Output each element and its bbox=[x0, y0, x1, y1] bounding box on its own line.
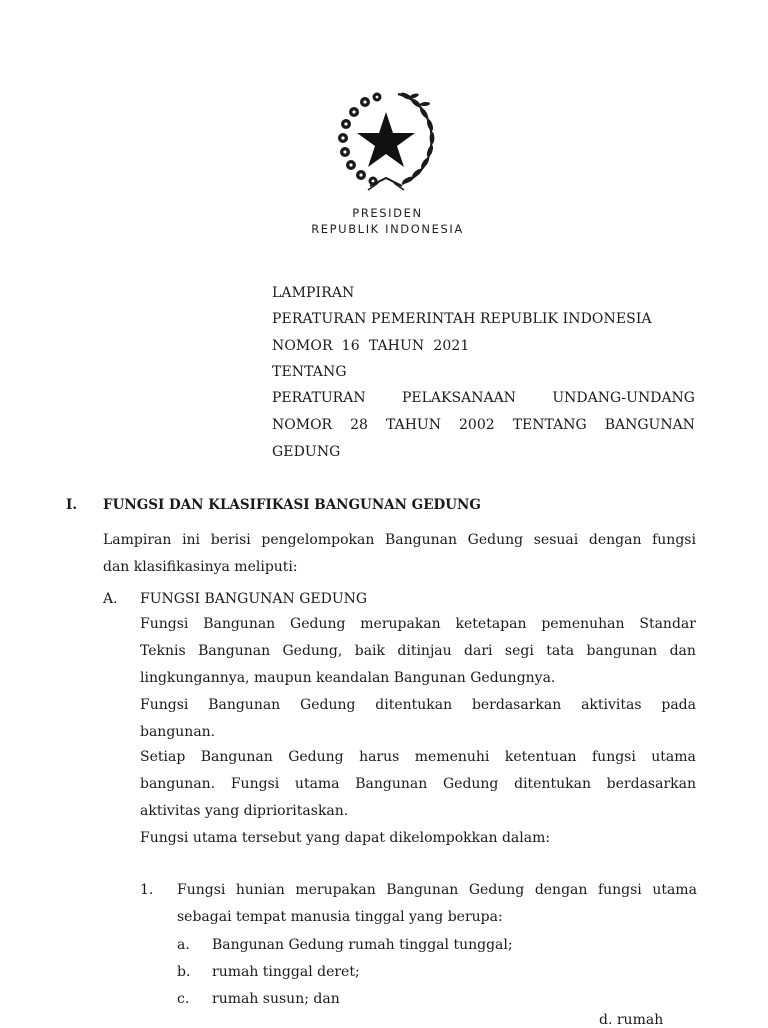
word: utama bbox=[294, 776, 340, 792]
word: fungsi bbox=[592, 749, 636, 765]
word: 28 bbox=[350, 417, 368, 433]
word: utama bbox=[652, 882, 697, 898]
sub-item-text: rumah susun; dan bbox=[212, 991, 340, 1007]
sub-item-text: rumah tinggal deret; bbox=[212, 964, 360, 980]
word: Gedung bbox=[467, 532, 524, 548]
intro-line-1 bbox=[103, 532, 696, 548]
word: tata bbox=[546, 643, 575, 659]
header-republik: REPUBLIK INDONESIA bbox=[311, 222, 464, 236]
word: segi bbox=[504, 643, 534, 659]
word: Fungsi bbox=[230, 776, 280, 792]
word: Fungsi bbox=[177, 882, 226, 898]
word: berisi bbox=[210, 532, 251, 548]
lampiran-title-line-1 bbox=[272, 390, 695, 406]
word: PELAKSANAAN bbox=[402, 390, 516, 406]
word: NOMOR bbox=[272, 417, 333, 433]
word: Teknis bbox=[140, 643, 186, 659]
word: Gedung, bbox=[282, 643, 343, 659]
word: pengelompokan bbox=[261, 532, 375, 548]
sub-item-letter: b. bbox=[177, 964, 191, 980]
word: dengan bbox=[534, 882, 588, 898]
para4: Fungsi utama tersebut yang dapat dikelompokkan dalam: bbox=[140, 830, 551, 846]
word: baik bbox=[354, 643, 386, 659]
lampiran-regulation: PERATURAN PEMERINTAH REPUBLIK INDONESIA bbox=[272, 311, 652, 327]
page-continuation: d. rumah bbox=[599, 1012, 664, 1028]
garuda-star-emblem-icon bbox=[332, 86, 440, 194]
word: pemenuhan bbox=[541, 616, 625, 632]
word: ini bbox=[182, 532, 201, 548]
intro-line-2: dan klasifikasinya meliputi: bbox=[103, 559, 298, 575]
sub-item-letter: c. bbox=[177, 991, 190, 1007]
word: 2002 bbox=[459, 417, 495, 433]
word: Bangunan bbox=[200, 749, 273, 765]
word: sesuai bbox=[533, 532, 579, 548]
word: Bangunan bbox=[208, 697, 281, 713]
word: Gedung bbox=[288, 749, 344, 765]
word: dari bbox=[464, 643, 493, 659]
word: utama bbox=[651, 749, 696, 765]
header-presiden: PRESIDEN bbox=[352, 206, 423, 220]
word: merupakan bbox=[360, 616, 441, 632]
word: bangunan bbox=[586, 643, 658, 659]
word: memenuhi bbox=[414, 749, 490, 765]
word: TAHUN bbox=[386, 417, 441, 433]
item1-line-2: sebagai tempat manusia tinggal yang berupa: bbox=[177, 909, 503, 925]
word: Fungsi bbox=[140, 616, 189, 632]
sub-item-text: Bangunan Gedung rumah tinggal tunggal; bbox=[212, 937, 513, 953]
para1-line-2 bbox=[140, 643, 696, 659]
word: bangunan. bbox=[140, 776, 216, 792]
para3-line-2 bbox=[140, 776, 696, 792]
word: Bangunan bbox=[203, 616, 276, 632]
item1-number: 1. bbox=[140, 882, 154, 898]
word: UNDANG-UNDANG bbox=[552, 390, 695, 406]
word: Gedung bbox=[468, 882, 525, 898]
word: ditentukan bbox=[514, 776, 591, 792]
para2-line-2: bangunan. bbox=[140, 724, 216, 740]
para2-line-1 bbox=[140, 697, 696, 713]
word: ketetapan bbox=[455, 616, 527, 632]
word: berdasarkan bbox=[471, 697, 562, 713]
word: BANGUNAN bbox=[604, 417, 695, 433]
lampiran-label: LAMPIRAN bbox=[272, 285, 355, 301]
section-title: FUNGSI DAN KLASIFIKASI BANGUNAN GEDUNG bbox=[103, 497, 481, 513]
word: berdasarkan bbox=[606, 776, 696, 792]
para3-line-3: aktivitas yang diprioritaskan. bbox=[140, 803, 349, 819]
word: fungsi bbox=[652, 532, 696, 548]
word: Bangunan bbox=[355, 776, 428, 792]
word: merupakan bbox=[295, 882, 376, 898]
lampiran-title-line-3: GEDUNG bbox=[272, 444, 341, 460]
word: PERATURAN bbox=[272, 390, 366, 406]
word: dan bbox=[669, 643, 696, 659]
word: hunian bbox=[235, 882, 285, 898]
lampiran-tentang: TENTANG bbox=[272, 364, 347, 380]
word: TENTANG bbox=[512, 417, 587, 433]
subsection-title: FUNGSI BANGUNAN GEDUNG bbox=[140, 591, 368, 607]
para1-line-1 bbox=[140, 616, 696, 632]
word: Setiap bbox=[140, 749, 186, 765]
sub-item-letter: a. bbox=[177, 937, 190, 953]
lampiran-number: NOMOR 16 TAHUN 2021 bbox=[272, 338, 470, 354]
word: Gedung bbox=[442, 776, 499, 792]
word: Fungsi bbox=[140, 697, 189, 713]
word: Gedung bbox=[300, 697, 356, 713]
word: Bangunan bbox=[386, 882, 459, 898]
word: Gedung bbox=[290, 616, 346, 632]
lampiran-title-line-2 bbox=[272, 417, 695, 433]
para1-line-3: lingkungannya, maupun keandalan Bangunan Gedungnya. bbox=[140, 670, 556, 686]
word: Bangunan bbox=[385, 532, 458, 548]
word: aktivitas bbox=[581, 697, 642, 713]
word: dengan bbox=[588, 532, 642, 548]
word: harus bbox=[359, 749, 400, 765]
word: ditinjau bbox=[397, 643, 452, 659]
word: Bangunan bbox=[198, 643, 271, 659]
word: fungsi bbox=[597, 882, 642, 898]
word: Standar bbox=[639, 616, 696, 632]
word: ketentuan bbox=[504, 749, 577, 765]
item1-line-1 bbox=[177, 882, 697, 898]
section-number: I. bbox=[66, 497, 78, 513]
para3-line-1 bbox=[140, 749, 696, 765]
word: pada bbox=[661, 697, 696, 713]
word: ditentukan bbox=[375, 697, 453, 713]
subsection-letter: A. bbox=[103, 591, 118, 607]
word: Lampiran bbox=[103, 532, 172, 548]
